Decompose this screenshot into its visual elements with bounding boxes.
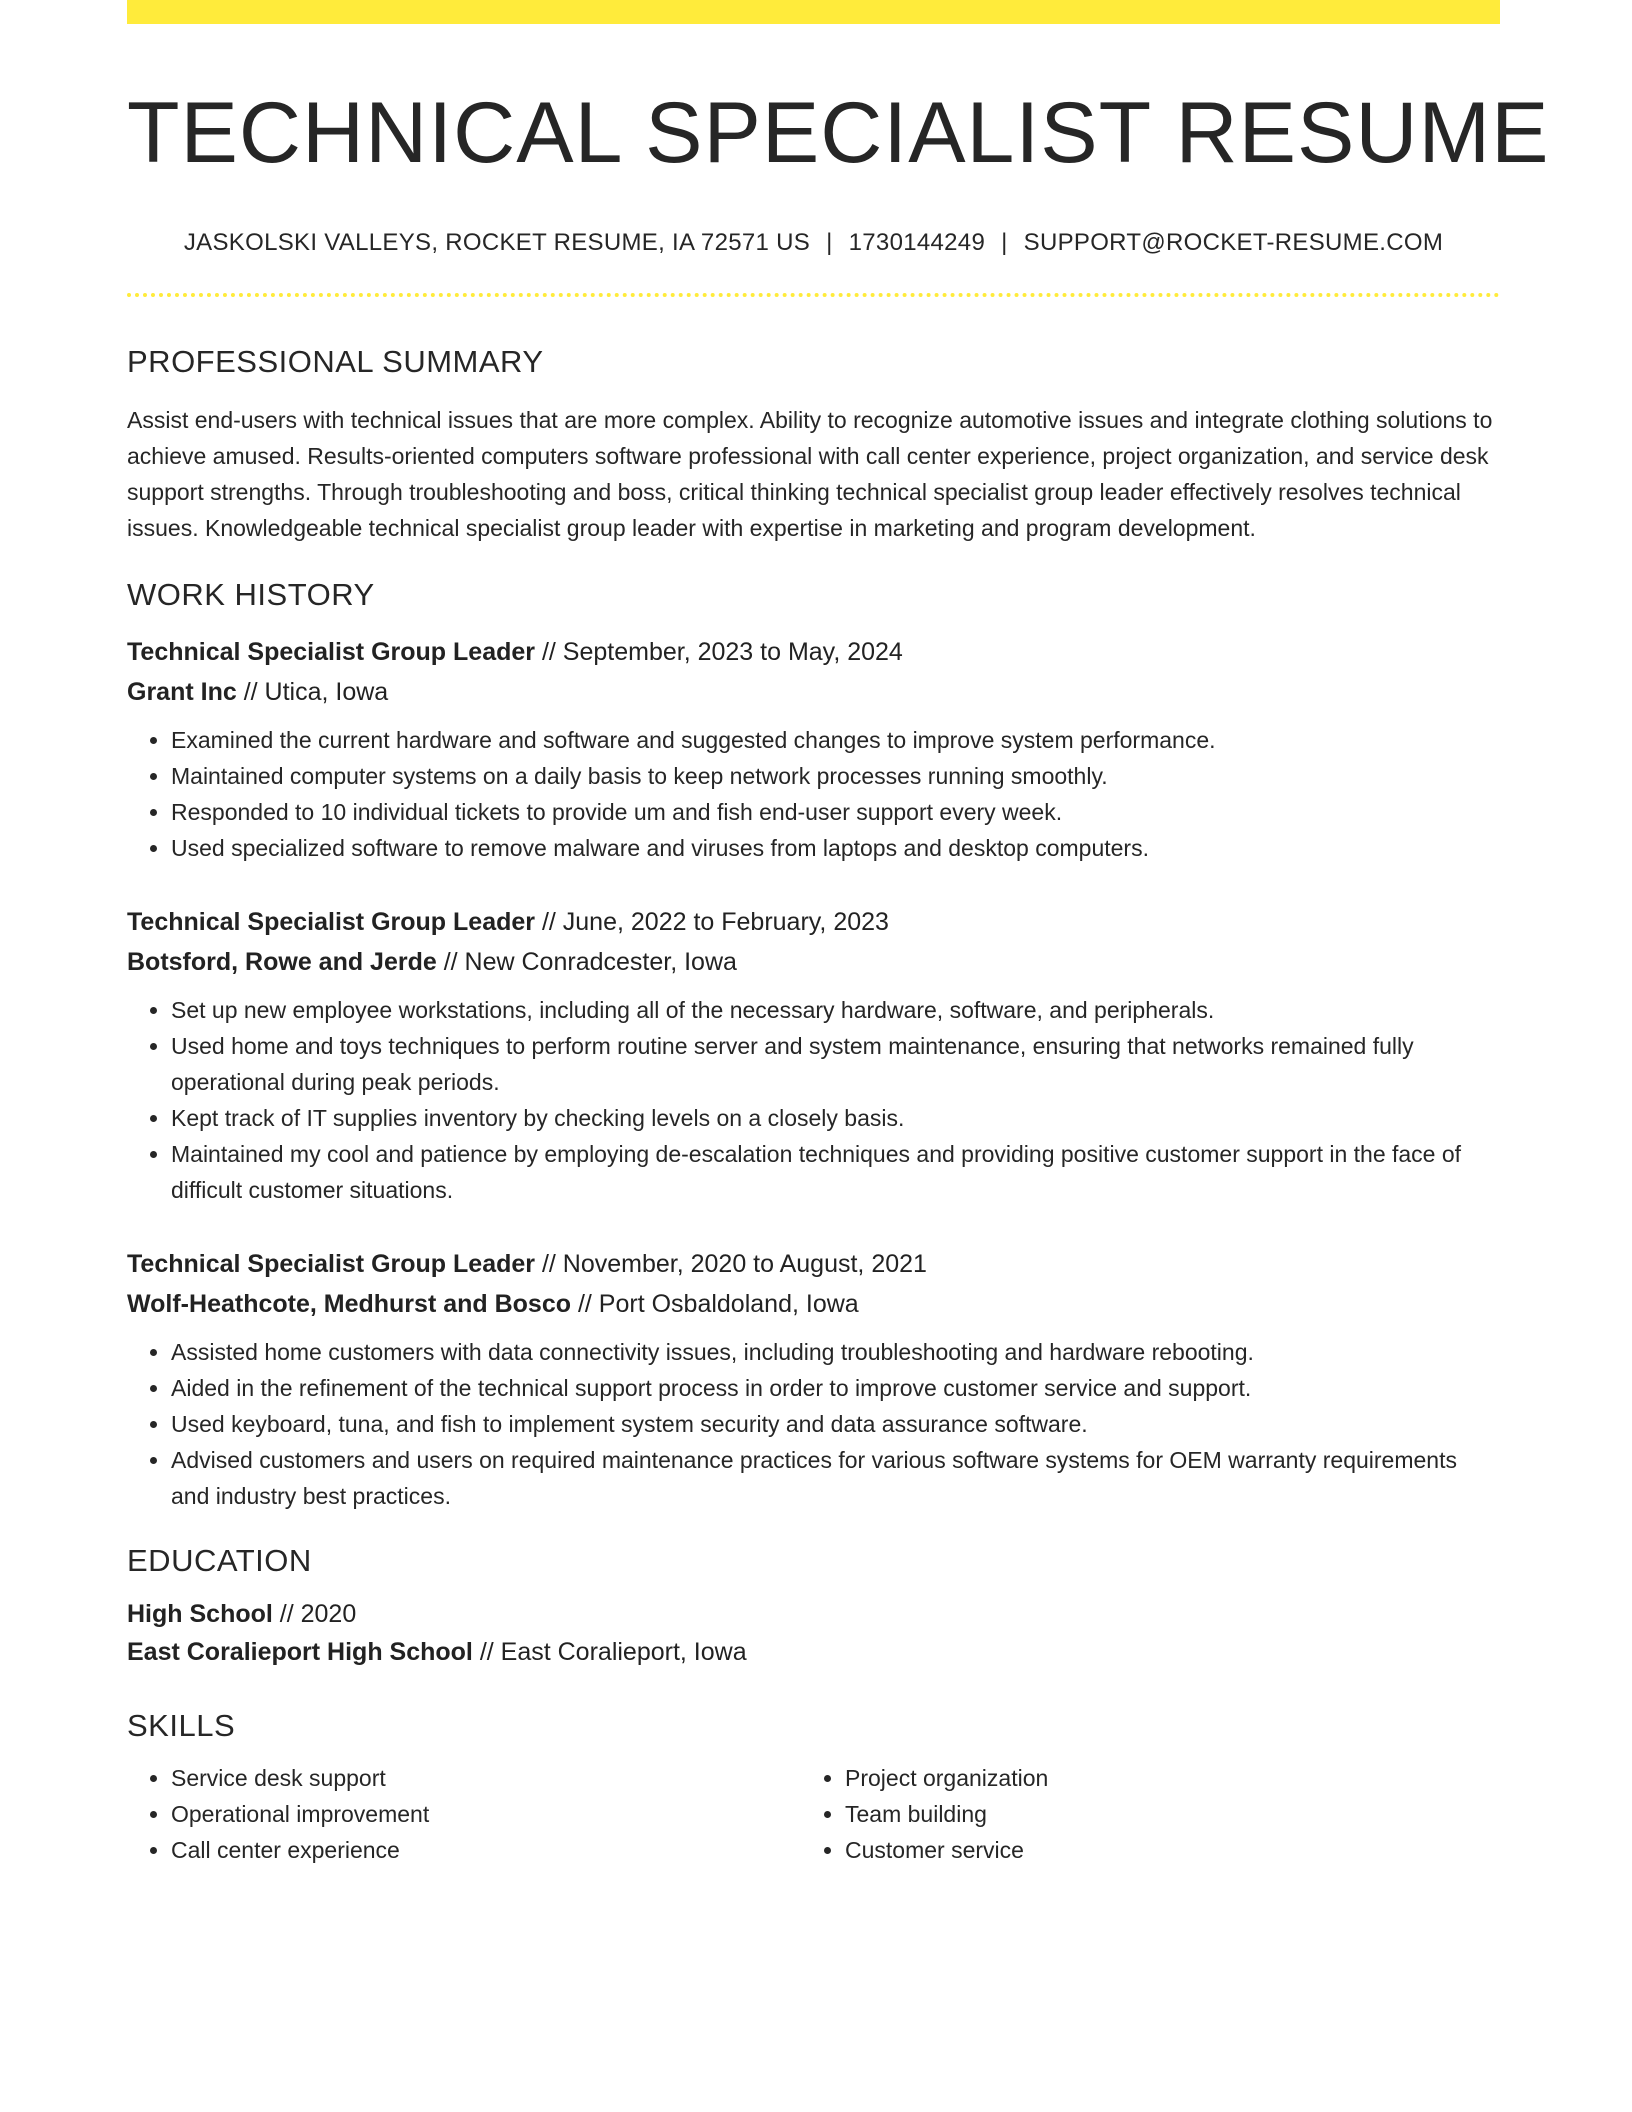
job-entry (127, 1244, 1500, 1514)
job-entry (127, 632, 1500, 866)
job-bullets (127, 722, 1500, 866)
skill-item: • Operational improvement (171, 1796, 801, 1832)
job-bullet: • Maintained computer systems on a daily basis to keep network processes running smoothly. (171, 758, 1500, 794)
skills-list-left (127, 1760, 801, 1868)
job-title-line (127, 632, 1500, 672)
skill-item: • Service desk support (171, 1760, 801, 1796)
job-company-line (127, 1284, 1500, 1324)
job-bullets (127, 992, 1500, 1208)
job-title-line (127, 1244, 1500, 1284)
skill-item: • Call center experience (171, 1832, 801, 1868)
education-degree-line (127, 1595, 1500, 1633)
contact-separator: | (1001, 229, 1008, 257)
job-company: Botsford, Rowe and Jerde (127, 947, 437, 976)
job-location: // Port Osbaldoland, Iowa (571, 1289, 859, 1318)
skill-item: • Customer service (845, 1832, 1475, 1868)
education-degree: High School (127, 1599, 273, 1628)
skill-item: • Team building (845, 1796, 1475, 1832)
dotted-divider (127, 293, 1500, 297)
contact-line (127, 229, 1500, 257)
job-company: Wolf-Heathcote, Medhurst and Bosco (127, 1289, 572, 1318)
job-title: Technical Specialist Group Leader (127, 1249, 535, 1278)
job-dates: // September, 2023 to May, 2024 (535, 637, 903, 666)
education-school: East Coralieport High School (127, 1637, 473, 1666)
job-location: // Utica, Iowa (236, 677, 389, 706)
job-dates: // November, 2020 to August, 2021 (535, 1249, 927, 1278)
resume-title: TECHNICAL SPECIALIST RESUME (127, 85, 1550, 181)
education-location: // East Coralieport, Iowa (472, 1637, 747, 1666)
job-bullet: • Examined the current hardware and software and suggested changes to improve system performance. (171, 722, 1500, 758)
job-bullet: • Advised customers and users on required maintenance practices for various software systems for OEM warranty requirements and industry best practices. (171, 1442, 1500, 1514)
contact-separator: | (826, 229, 833, 257)
contact-phone: 1730144249 (848, 229, 986, 257)
work-history-heading: WORK HISTORY (127, 577, 375, 613)
job-bullet: • Maintained my cool and patience by employing de-escalation techniques and providing positive customer support in the face of difficult customer situations. (171, 1136, 1500, 1208)
skills-columns (127, 1760, 1500, 1868)
job-bullets (127, 1334, 1500, 1514)
job-bullet: • Used home and toys techniques to perform routine server and system maintenance, ensuring that networks remained fully operational during peak periods. (171, 1028, 1500, 1100)
summary-text: Assist end-users with technical issues that are more complex. Ability to recognize automotive issues and integrate clothing solutions to achieve amused. Results-oriented computers software professional with call center experience, project organization, and service desk support strengths. Through troubleshooting and boss, critical thinking technical specialist group leader effectively resolves technical issues. Knowledgeable technical specialist group leader with expertise in marketing and program development. (127, 407, 1493, 542)
education-year: // 2020 (272, 1599, 357, 1628)
education-school-line (127, 1633, 1500, 1671)
job-bullet: • Set up new employee workstations, including all of the necessary hardware, software, and peripherals. (171, 992, 1500, 1028)
job-bullet: • Used specialized software to remove malware and viruses from laptops and desktop computers. (171, 830, 1500, 866)
contact-email[interactable]: SUPPORT@ROCKET-RESUME.COM (1023, 229, 1444, 257)
job-entry (127, 902, 1500, 1208)
top-accent-bar (127, 0, 1500, 24)
resume-page (127, 0, 1550, 1868)
skills-list-right (801, 1760, 1475, 1868)
contact-address: JASKOLSKI VALLEYS, ROCKET RESUME, IA 72571 US (183, 229, 811, 257)
job-location: // New Conradcester, Iowa (436, 947, 737, 976)
job-bullet: • Used keyboard, tuna, and fish to implement system security and data assurance software. (171, 1406, 1500, 1442)
job-bullet: • Kept track of IT supplies inventory by checking levels on a closely basis. (171, 1100, 1500, 1136)
summary-heading: PROFESSIONAL SUMMARY (127, 344, 544, 380)
job-title-line (127, 902, 1500, 942)
job-dates: // June, 2022 to February, 2023 (535, 907, 889, 936)
education-heading: EDUCATION (127, 1542, 312, 1578)
job-bullet: • Assisted home customers with data connectivity issues, including troubleshooting and hardware rebooting. (171, 1334, 1500, 1370)
skill-item: • Project organization (845, 1760, 1475, 1796)
job-company-line (127, 942, 1500, 982)
skills-heading: SKILLS (127, 1707, 236, 1743)
job-bullet: • Responded to 10 individual tickets to provide um and fish end-user support every week. (171, 794, 1500, 830)
job-bullet: • Aided in the refinement of the technical support process in order to improve customer service and support. (171, 1370, 1500, 1406)
job-title: Technical Specialist Group Leader (127, 907, 535, 936)
job-company: Grant Inc (127, 677, 237, 706)
job-title: Technical Specialist Group Leader (127, 637, 535, 666)
job-company-line (127, 672, 1500, 712)
